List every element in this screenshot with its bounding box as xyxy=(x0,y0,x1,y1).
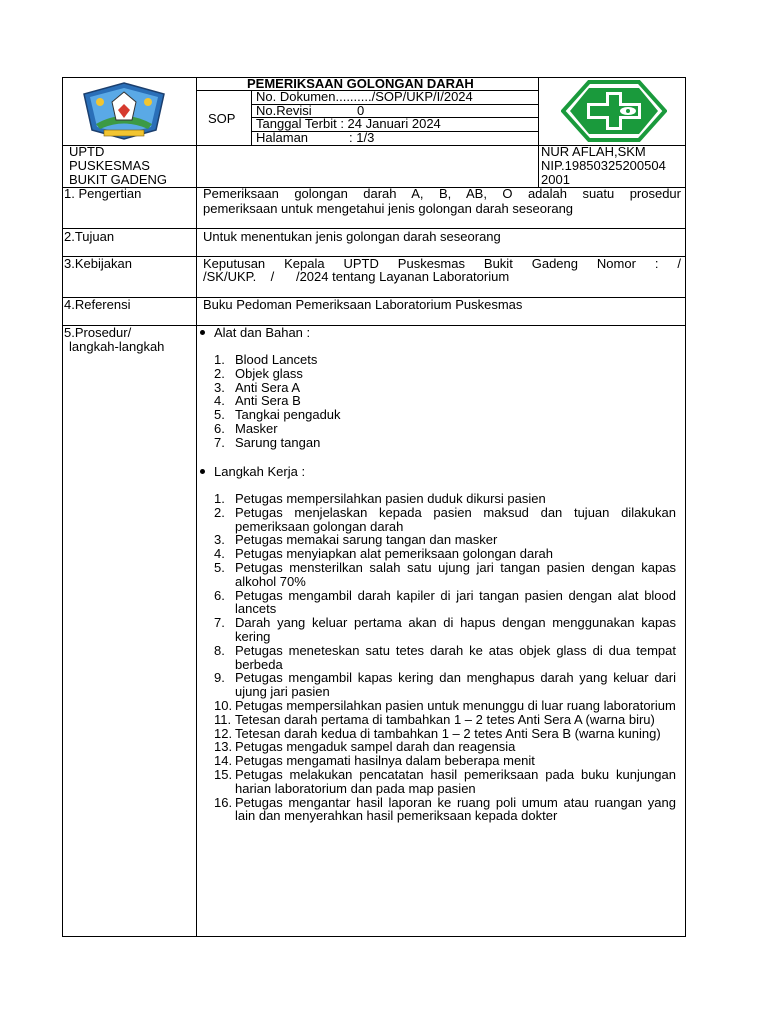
tujuan-label: 2.Tujuan xyxy=(64,229,115,244)
prosedur-label: 5.Prosedur/ xyxy=(64,325,132,340)
list-item: 7. Darah yang keluar pertama akan di hapus dengan menggunakan kapas kering xyxy=(214,615,676,644)
list-item: 5. Petugas mensterilkan salah satu ujung jari tangan pasien dengan kapas alkohol 70% xyxy=(214,559,676,589)
page-value: : 1/3 xyxy=(349,130,375,145)
signatory-nip: NIP.19850325200504 xyxy=(541,158,666,173)
list-item: 7. Sarung tangan xyxy=(214,434,321,450)
prosedur-label: langkah-langkah xyxy=(69,339,165,354)
list-item: 4. Anti Sera B xyxy=(214,393,301,409)
list-item: 14. Petugas mengamati hasilnya dalam beberapa menit xyxy=(214,753,535,769)
alat-list xyxy=(214,353,514,450)
list-item: 16. Petugas mengantar hasil laporan ke ruang poli umum atau ruangan yang lain dan menyerahkan hasil pemeriksaan kepada dokter xyxy=(214,794,676,824)
list-item: 1. Petugas mempersilahkan pasien duduk dikursi pasien xyxy=(214,491,546,506)
list-item: 3. Anti Sera A xyxy=(214,379,301,395)
org-name-line: UPTD xyxy=(69,144,105,159)
issue-date: Tanggal Terbit : 24 Januari 2024 xyxy=(256,116,441,131)
list-item: 12. Tetesan darah kedua di tambahkan 1 – 2 tetes Anti Sera B (warna kuning) xyxy=(214,725,661,741)
list-item: 2. Petugas menjelaskan kepada pasien maksud dan tujuan dilakukan pemeriksaan golongan darah xyxy=(214,504,676,534)
org-name-line: PUSKESMAS xyxy=(69,158,150,173)
regency-emblem-logo xyxy=(74,80,174,142)
divider xyxy=(196,77,197,937)
bullet xyxy=(200,469,205,474)
pengertian-text: Pemeriksaan golongan darah A, B, AB, O adalah suatu prosedur xyxy=(203,186,681,201)
kebijakan-label: 3.Kebijakan xyxy=(64,256,132,271)
kebijakan-text: /SK/UKP. / /2024 tentang Layanan Laboratorium xyxy=(203,269,510,284)
revision-value: 0 xyxy=(357,103,365,118)
signatory-name: NUR AFLAH,SKM xyxy=(541,144,646,159)
list-item: 6. Masker xyxy=(214,420,278,436)
org-name-line: BUKIT GADENG xyxy=(69,172,168,187)
list-item: 15. Petugas melakukan pencatatan hasil pemeriksaan pada buku kunjungan harian laboratorium dan pada map pasien xyxy=(214,766,676,796)
sop-label: SOP xyxy=(208,111,236,126)
list-item: 2. Objek glass xyxy=(214,365,303,381)
referensi-text: Buku Pedoman Pemeriksaan Laboratorium Puskesmas xyxy=(203,297,523,312)
list-item: 5. Tangkai pengaduk xyxy=(214,407,341,423)
tujuan-text: Untuk menentukan jenis golongan darah seseorang xyxy=(203,229,501,244)
list-item: 11. Tetesan darah pertama di tambahkan 1 – 2 tetes Anti Sera A (warna biru) xyxy=(214,711,655,727)
revision-label: No.Revisi xyxy=(256,103,312,118)
kebijakan-text: Keputusan Kepala UPTD Puskesmas Bukit Gadeng Nomor : / xyxy=(203,256,681,271)
langkah-heading: Langkah Kerja : xyxy=(214,464,306,479)
langkah-list xyxy=(214,492,676,823)
divider xyxy=(538,77,539,187)
document-number: No. Dokumen........../SOP/UKP/I/2024 xyxy=(256,89,473,104)
list-item: 13. Petugas mengaduk sampel darah dan reagensia xyxy=(214,739,516,755)
alat-heading: Alat dan Bahan : xyxy=(214,325,311,340)
list-item: 6. Petugas mengambil darah kapiler di jari tangan pasien dengan alat blood lancets xyxy=(214,587,676,617)
list-item: 10. Petugas mempersilahkan pasien untuk menunggu di luar ruang laboratorium xyxy=(214,697,676,713)
list-item: 4. Petugas menyiapkan alat pemeriksaan golongan darah xyxy=(214,546,553,562)
divider xyxy=(62,325,686,326)
list-item: 8. Petugas meneteskan satu tetes darah ke atas objek glass di dua tempat berbeda xyxy=(214,642,676,672)
signatory-nip: 2001 xyxy=(541,172,570,187)
page-label: Halaman xyxy=(256,130,309,145)
pengertian-text: pemeriksaan untuk mengetahui jenis golongan darah seseorang xyxy=(203,201,574,216)
list-item: 9. Petugas mengambil kapas kering dan menghapus darah yang keluar dari ujung jari pasien xyxy=(214,670,676,700)
list-item: 1. Blood Lancets xyxy=(214,352,318,367)
puskesmas-logo xyxy=(561,80,667,142)
pengertian-label: 1. Pengertian xyxy=(64,186,142,201)
referensi-label: 4.Referensi xyxy=(64,297,131,312)
list-item: 3. Petugas memakai sarung tangan dan masker xyxy=(214,532,498,548)
bullet xyxy=(200,330,205,335)
document-title: PEMERIKSAAN GOLONGAN DARAH xyxy=(247,76,474,91)
